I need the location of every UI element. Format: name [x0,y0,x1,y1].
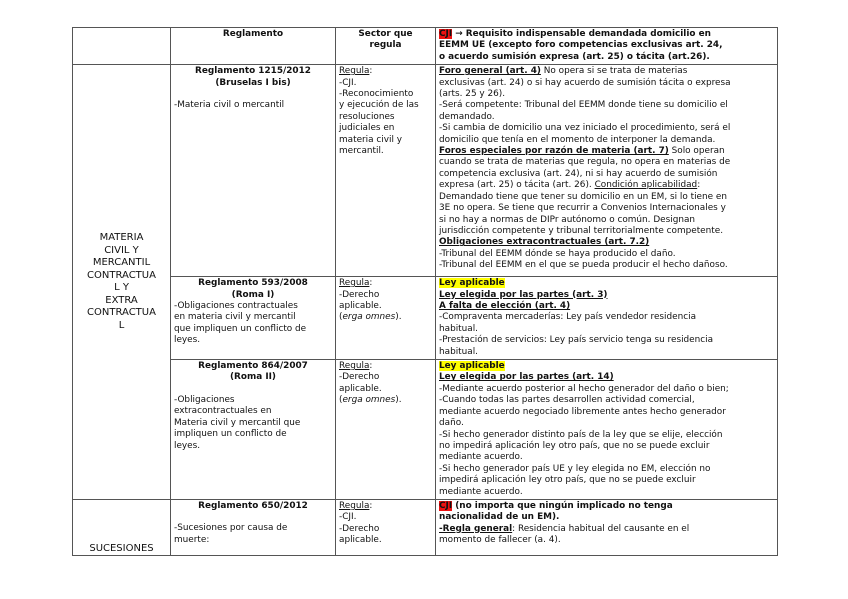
cji-badge: CJI [439,29,453,39]
text-segment: (no importa que ningún implicado no tenga [452,501,673,512]
text-line [439,347,774,358]
header-empty-cell [73,28,171,65]
text-line [339,501,432,512]
text-line [339,123,432,134]
text-line: extracontractuales en [174,406,272,417]
text-segment: -Si hecho generador distinto país de la ley que se elije, elección [439,429,723,440]
text-line: -Materia civil o mercantil [174,100,285,111]
text-segment: Foro general (art. 4) [439,66,541,77]
text-line: leyes. [174,440,201,451]
text-line [439,512,774,523]
text-line: -Obligaciones contractuales [174,301,298,312]
text-segment: aplicable. [339,383,382,394]
text-segment: mediante acuerdo negociado libremente antes hecho generador [439,406,726,417]
text-segment: Ley elegida por las partes (art. 14) [439,372,614,383]
table-row [73,65,778,277]
text-segment: no impedirá aplicación ley otro país, que no se puede excluir [439,440,710,451]
header-sector-line: Sector que [358,29,413,39]
spacer [174,384,332,395]
sector-cell [336,360,436,500]
text-line [439,215,774,226]
text-line [439,407,774,418]
text-segment: A falta de elección (art. 4) [439,301,571,312]
text-line [439,89,774,100]
text-line [439,135,774,146]
text-segment: : [697,180,701,191]
header-row [73,28,778,65]
text-line [439,226,774,237]
text-segment: -Tribunal del EEMM en el que se pueda producir el hecho dañoso. [439,260,728,271]
text-line [439,452,774,463]
text-line [439,169,774,180]
text-segment: erga omnes [342,395,396,406]
text-segment: erga omnes [342,312,396,323]
text-line [439,157,774,168]
text-line: CIVIL Y [104,244,139,256]
text-segment: aplicable. [339,301,382,312]
text-line: en materia civil y mercantil [174,312,296,323]
text-line: CONTRACTUA [87,307,156,319]
text-segment: y ejecución de las [339,100,419,111]
text-line [439,475,774,486]
text-segment: materia civil y [339,134,403,145]
text-line [439,361,774,372]
text-line: muerte: [174,534,210,545]
text-segment: daño. [439,418,464,429]
text-line: SUCESIONES [89,542,154,554]
text-line [439,487,774,498]
text-line: leyes. [174,335,201,346]
text-segment: cuando se trata de materias que regula, no opera en materias de [439,157,731,168]
cji-badge: CJI [439,501,453,512]
text-line [439,501,774,512]
table-row [73,277,778,360]
text-segment: Condición aplicabilidad [594,180,698,191]
text-line [339,66,432,77]
text-line [439,372,774,383]
text-line [339,278,432,289]
text-line [439,535,774,546]
spacer [174,89,332,100]
text-line: Materia civil y mercantil que [174,417,301,428]
text-line [339,112,432,123]
text-line: (Roma II) [230,372,276,383]
text-line [439,301,774,312]
text-line [439,441,774,452]
text-line [339,135,432,146]
text-line [339,372,432,383]
text-line: MERCANTIL [92,257,151,269]
text-line [339,78,432,89]
text-segment: impedirá aplicación ley otro país, que no se puede excluir [439,475,696,486]
text-line: Reglamento 864/2007 [198,361,308,372]
text-line [439,40,774,51]
text-segment: -Será competente: Tribunal del EEMM donde tiene su domicilio el [439,100,728,111]
text-line [439,395,774,406]
header-sector-line: regula [369,40,402,51]
text-line: CONTRACTUA [87,269,156,281]
text-segment: o acuerdo sumisión expresa (art. 25) o tácita (art.26). [439,51,710,62]
text-segment: Foros especiales por razón de materia (art. 7) [439,146,669,157]
text-line [339,384,432,395]
text-line [339,100,432,111]
text-segment: habitual. [439,323,478,334]
text-segment: -Compraventa mercaderías: Ley país vendedor residencia [439,312,697,323]
text-line: EXTRA [105,294,138,306]
text-line [439,112,774,123]
text-segment: Obligaciones extracontractuales (art. 7.2) [439,237,650,248]
text-line [439,430,774,441]
reglamento-cell [171,277,336,360]
text-segment: Regula [339,361,370,372]
text-segment: -Si hecho generador país UE y ley elegida no EM, elección no [439,463,711,474]
text-line [439,66,774,77]
text-segment: domicilio que tenía en el momento de interponer la demanda. [439,134,716,145]
text-line: -Sucesiones por causa de [174,523,288,534]
text-line [439,146,774,157]
text-segment: -Regla general [439,523,513,534]
spacer [174,512,332,523]
text-segment: : [369,361,373,372]
text-line: Reglamento 1215/2012 [195,66,311,77]
sector-cell [336,277,436,360]
text-line [439,192,774,203]
text-line [439,180,774,191]
text-segment: -Tribunal del EEMM dónde se haya producido el daño. [439,248,676,259]
header-sector [336,28,436,65]
text-line [439,29,774,40]
text-line: Reglamento 650/2012 [198,501,308,512]
text-line [339,361,432,372]
text-segment: -Derecho [339,523,380,534]
text-line: que impliquen un conflicto de [174,323,307,334]
text-segment: : [369,66,373,77]
text-line [439,524,774,535]
text-segment: jurisdicción competente y tribunal territorialmente competente. [439,225,724,236]
text-segment: -Cuando todas las partes desarrollen actividad comercial, [439,395,695,406]
text-line [439,203,774,214]
text-segment: -Mediante acuerdo posterior al hecho generador del daño o bien; [439,383,729,394]
text-segment: -CJI. [339,512,357,523]
text-segment: -Derecho [339,289,380,300]
text-line [339,312,432,323]
text-line: (Roma I) [231,289,275,300]
text-segment: mediante acuerdo. [439,486,523,497]
text-line [339,395,432,406]
text-segment: Regula [339,66,370,77]
text-line [439,312,774,323]
text-line [339,524,432,535]
text-segment: -Reconocimiento [339,89,414,100]
text-line [439,100,774,111]
text-segment: Regula [339,501,370,512]
category-cell [73,65,171,500]
text-segment: ). [395,395,402,406]
text-segment: judiciales en [339,123,395,134]
text-segment: Ley elegida por las partes (art. 3) [439,289,608,300]
text-line [439,418,774,429]
text-line [439,290,774,301]
text-line [339,146,432,157]
text-segment: : Residencia habitual del causante en el [512,523,690,534]
text-line [439,278,774,289]
text-segment: → Requisito indispensable demandada domicilio en [452,29,711,39]
text-segment: (arts. 25 y 26). [439,89,506,100]
text-line [439,464,774,475]
text-segment: -Derecho [339,372,380,383]
text-segment: EEMM UE (excepto foro competencias exclusivas art. 24, [439,40,723,51]
text-segment: 3E no opera. Se tiene que recurrir a Convenios Internacionales y [439,203,726,214]
text-segment: Solo operan [668,146,725,157]
content-cell [436,65,778,277]
text-line [339,512,432,523]
text-line [439,249,774,260]
text-line [439,52,774,63]
text-segment: : [369,278,373,289]
text-segment: : [369,501,373,512]
reglamento-cell [171,500,336,556]
text-line [339,290,432,301]
text-line: MATERIA [99,232,144,244]
text-segment: nacionalidad de un EM). [439,512,560,523]
text-line [439,78,774,89]
text-segment: resoluciones [339,111,395,122]
text-segment: -Si cambia de domicilio una vez iniciado el procedimiento, será el [439,123,731,134]
text-segment: Demandado tiene que tener su domicilio en un EM, si lo tiene en [439,191,727,202]
text-segment: momento de fallecer (a. 4). [439,535,561,546]
text-line [339,89,432,100]
text-segment: expresa (art. 25) o tácita (art. 26). [439,180,595,191]
text-segment: habitual. [439,346,478,357]
highlight-label: Ley aplicable [439,361,505,372]
text-segment: demandado. [439,111,495,122]
text-segment: Regula [339,278,370,289]
sector-cell [336,500,436,556]
text-line [439,324,774,335]
text-segment: ( [339,312,343,323]
sector-cell [336,65,436,277]
reglamento-cell [171,360,336,500]
regulations-table [72,27,778,556]
highlight-label: Ley aplicable [439,278,505,289]
table-row [73,360,778,500]
text-segment: competencia exclusiva (art. 24), ni si hay acuerdo de sumisión [439,168,718,179]
content-cell [436,277,778,360]
text-segment: aplicable. [339,535,382,546]
text-segment: mediante acuerdo. [439,452,523,463]
text-segment: ( [339,395,343,406]
text-line: (Bruselas I bis) [215,77,291,88]
text-line: impliquen un conflicto de [174,429,287,440]
text-line: L [118,319,125,331]
text-line [439,123,774,134]
text-line: Reglamento 593/2008 [198,278,308,289]
text-segment: ). [395,312,402,323]
text-line: L Y [114,282,129,294]
text-line [439,335,774,346]
reglamento-cell [171,65,336,277]
text-line [339,301,432,312]
text-segment: -Prestación de servicios: Ley país servicio tenga su residencia [439,335,714,346]
content-cell [436,500,778,556]
text-segment: mercantil. [339,146,384,157]
header-reglamento: Reglamento [171,28,336,65]
text-line [439,260,774,271]
text-line [439,384,774,395]
text-segment: -CJI. [339,77,357,88]
text-line: -Obligaciones [174,394,235,405]
table-row [73,500,778,556]
text-segment: si no hay a normas de DIPr autónomo o común. Designan [439,214,696,225]
category-cell [73,500,171,556]
text-line [439,237,774,248]
header-content-cell [436,28,778,65]
text-line [339,535,432,546]
content-cell [436,360,778,500]
text-segment: exclusivas (art. 24) o si hay acuerdo de sumisión tácita o expresa [439,77,731,88]
text-segment: No opera si se trata de materias [540,66,688,77]
